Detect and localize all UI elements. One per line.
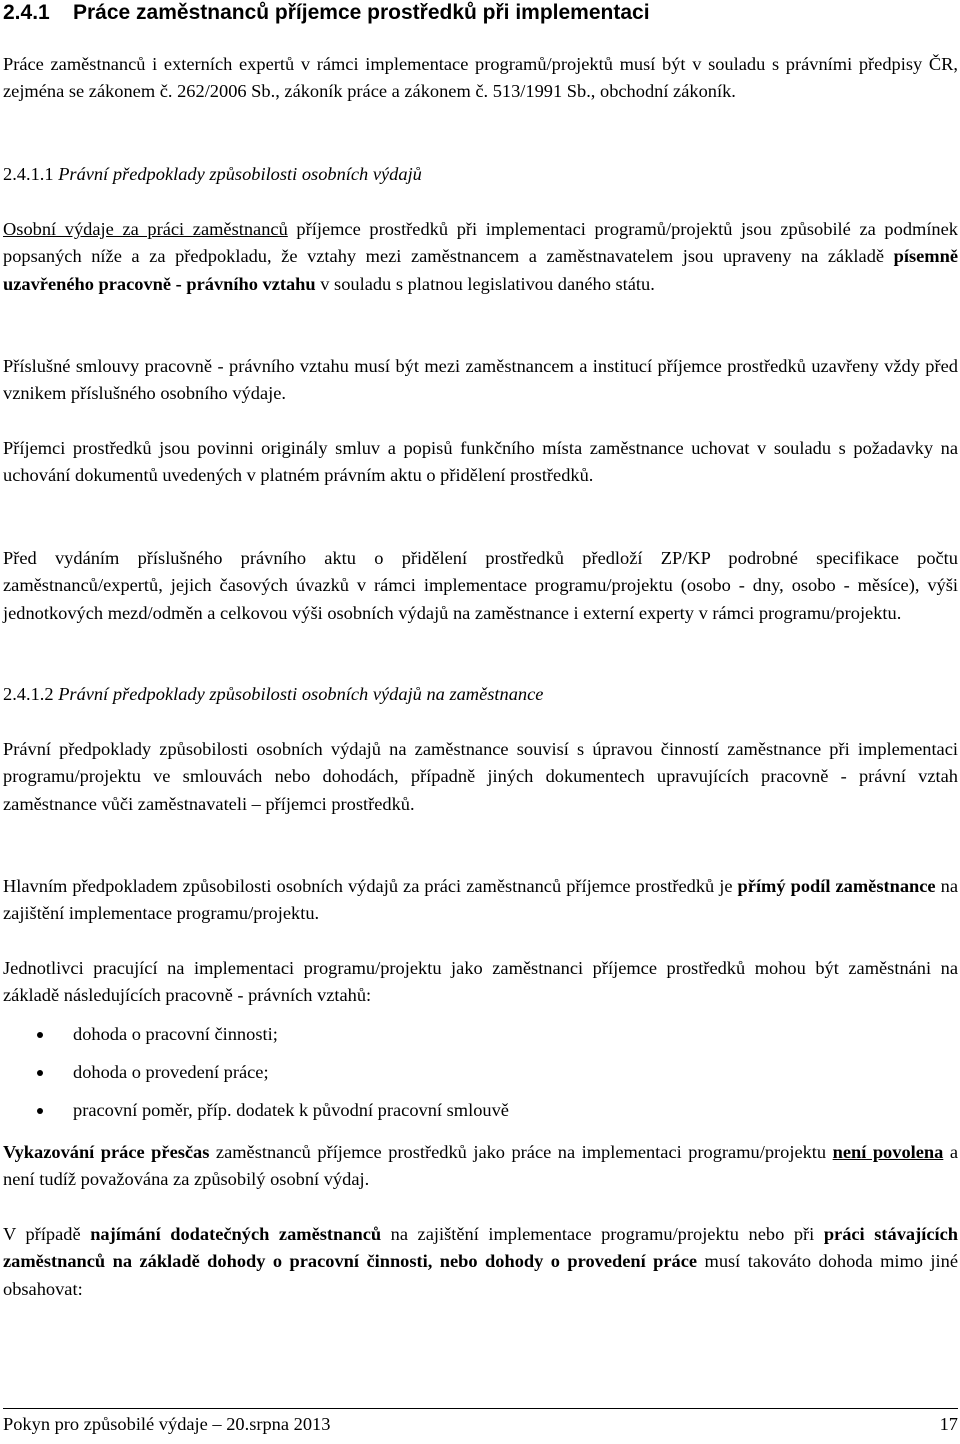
list-item	[3, 1021, 509, 1059]
s1-p1-underlined: Osobní výdaje za práci zaměstnanců	[3, 219, 288, 239]
s2-paragraph-4	[3, 1139, 958, 1194]
s2-p2-text-a: Hlavním předpokladem způsobilosti osobních výdajů za práci zaměstnanců příjemce prostředků je	[3, 876, 738, 896]
section-heading	[3, 1, 650, 25]
subsection-2-heading	[3, 681, 543, 708]
s2-p2-text-c: na zajištění implementace programu/projektu.	[3, 876, 958, 924]
s1-p1-text-c: v souladu s platnou legislativou daného státu.	[315, 273, 655, 294]
document-page	[3, 0, 958, 1444]
s2-paragraph-5	[3, 1221, 958, 1303]
s1-paragraph-3: Příjemci prostředků jsou povinni originály smluv a popisů funkčního místa zaměstnance uchovat v souladu s požadavky na uchování dokumentů uvedených v platném právním aktu o přidělení prostředků.	[3, 438, 958, 486]
bullet-icon	[37, 1108, 43, 1114]
section-number: 2.4.1	[3, 1, 50, 24]
intro-paragraph: Práce zaměstnanců i externích expertů v rámci implementace programů/projektů musí být v souladu s právními předpisy ČR, zejména se zákonem č. 262/2006 Sb., zákoník práce a zákonem č. 513/1991 Sb., obchodní zákoník.	[3, 54, 958, 102]
s2-p5-text-a: V případě	[3, 1224, 91, 1244]
footer-title: Pokyn pro způsobilé výdaje – 20.srpna 2013	[3, 1414, 331, 1434]
s1-paragraph-2: Příslušné smlouvy pracovně - právního vztahu musí být mezi zaměstnancem a institucí příjemce prostředků uzavřeny vždy před vznikem příslušného osobního výdaje.	[3, 356, 958, 404]
s2-p2-bold: přímý podíl zaměstnance	[737, 876, 936, 896]
subsection-2-number: 2.4.1.2	[3, 684, 54, 704]
s2-paragraph-1: Právní předpoklady způsobilosti osobních výdajů na zaměstnance souvisí s úpravou činností zaměstnance při implementaci programu/projektu ve smlouvách nebo dohodách, případně jiných dokumentech upravujících pracovně - právní vztah zaměstnance vůči zaměstnavateli – příjemci prostředků.	[3, 739, 958, 814]
s1-p1-text-a: příjemce prostředků při implementaci programů/projektů jsou způsobilé za podmínek popsaných níže a za předpokladu, že vztahy mezi zaměstnancem a zaměstnavatelem jsou upraveny na základě	[3, 219, 958, 267]
subsection-2-title: Právní předpoklady způsobilosti osobních výdajů na zaměstnance	[58, 684, 544, 704]
s2-p5-bold-2: práci stávajících zaměstnanců na základě dohody o pracovní činnosti, nebo dohody o provedení práce	[3, 1224, 958, 1272]
page-number: 17	[939, 1414, 958, 1434]
list-item	[3, 1059, 509, 1097]
bullet-icon	[37, 1070, 43, 1076]
subsection-1-heading	[3, 161, 422, 188]
list-item-text: pracovní poměr, příp. dodatek k původní pracovní smlouvě	[73, 1100, 509, 1120]
employment-types-list	[3, 1021, 509, 1135]
subsection-1-number: 2.4.1.1	[3, 164, 54, 184]
s2-p4-bold: Vykazování práce přesčas	[3, 1142, 210, 1162]
s2-paragraph-2	[3, 873, 958, 928]
list-item-text: dohoda o provedení práce;	[73, 1062, 269, 1082]
subsection-1-title: Právní předpoklady způsobilosti osobních výdajů	[58, 164, 422, 184]
s2-p4-text-a: zaměstnanců příjemce prostředků jako práce na implementaci programu/projektu	[209, 1142, 833, 1162]
s1-p1-bold: písemně uzavřeného pracovně - právního vztahu	[3, 246, 958, 294]
s2-paragraph-3: Jednotlivci pracující na implementaci programu/projektu jako zaměstnanci příjemce prostředků mohou být zaměstnáni na základě následujících pracovně - právních vztahů:	[3, 958, 958, 1006]
page-footer	[3, 1408, 958, 1436]
s2-p5-bold-1: najímání dodatečných zaměstnanců	[90, 1224, 382, 1244]
s2-p5-text-c: na zajištění implementace programu/projektu nebo při	[381, 1224, 824, 1244]
list-item	[3, 1097, 509, 1135]
s1-paragraph-1	[3, 216, 958, 298]
s2-p4-bold-underlined: není povolena	[832, 1142, 944, 1162]
s2-p4-text-c: a není tudíž považována za způsobilý osobní výdaj.	[3, 1142, 958, 1190]
s2-p5-text-d: musí takováto dohoda mimo jiné obsahovat:	[3, 1251, 958, 1299]
section-title: Práce zaměstnanců příjemce prostředků při implementaci	[73, 1, 650, 24]
list-item-text: dohoda o pracovní činnosti;	[73, 1024, 278, 1044]
s1-paragraph-4: Před vydáním příslušného právního aktu o přidělení prostředků předloží ZP/KP podrobné specifikace počtu zaměstnanců/expertů, jejich časových úvazků v rámci implementace programu/projektu (osobo - dny, osobo - měsíce), výši jednotkových mezd/odměn a celkovou výši osobních výdajů na zaměstnance i externí experty v rámci programu/projektu.	[3, 548, 958, 623]
bullet-icon	[37, 1032, 43, 1038]
